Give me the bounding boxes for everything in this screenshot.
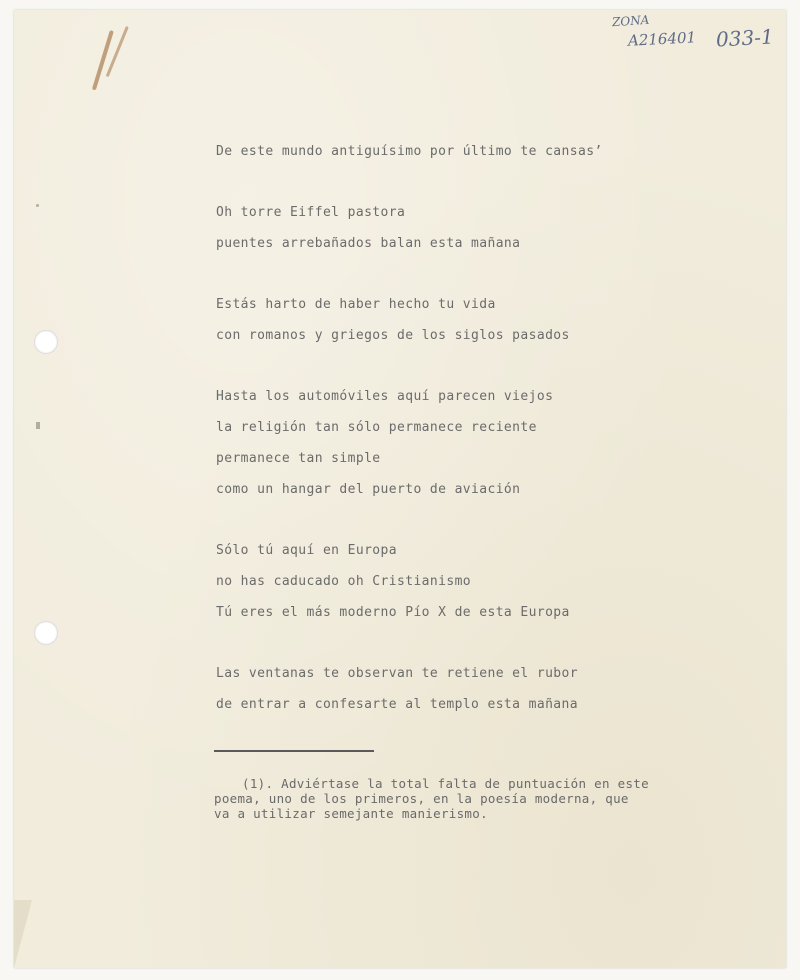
footnote-line: (1). Adviértase la total falta de puntuación en este (242, 776, 649, 791)
ink-speck (36, 422, 40, 429)
stanza (216, 535, 603, 628)
stanza (216, 289, 603, 351)
punch-hole (34, 621, 58, 645)
poem-line: no has caducado oh Cristianismo (216, 574, 472, 589)
punch-hole (34, 330, 58, 354)
archive-code: A216401 (627, 28, 697, 50)
stanza (216, 136, 603, 167)
stanza (216, 658, 603, 720)
poem-text (216, 136, 603, 720)
footnote-divider (214, 750, 374, 752)
stanza (216, 381, 603, 505)
poem-line: Las ventanas te observan te retiene el rubor (216, 666, 578, 681)
poem-line: como un hangar del puerto de aviación (216, 482, 521, 497)
footnote-line: poema, uno de los primeros, en la poesía moderna, que (214, 791, 629, 806)
ink-speck (36, 204, 39, 207)
poem-line: con romanos y griegos de los siglos pasados (216, 328, 570, 343)
poem-line: Oh torre Eiffel pastora (216, 205, 406, 220)
rust-mark (92, 30, 114, 90)
stanza (216, 197, 603, 259)
poem-line: permanece tan simple (216, 451, 381, 466)
folded-corner (14, 900, 32, 968)
poem-line: Tú eres el más moderno Pío X de esta Europa (216, 605, 570, 620)
archive-zona-label: ZONA (611, 12, 650, 30)
archive-page-number: 033-1 (715, 24, 775, 52)
footnote (214, 776, 734, 821)
poem-line: la religión tan sólo permanece reciente (216, 420, 537, 435)
poem-line: De este mundo antiguísimo por último te cansas’ (216, 144, 603, 159)
poem-line: Hasta los automóviles aquí parecen viejos (216, 389, 554, 404)
poem-line: Sólo tú aquí en Europa (216, 543, 397, 558)
poem-line: puentes arrebañados balan esta mañana (216, 236, 521, 251)
poem-line: de entrar a confesarte al templo esta mañana (216, 697, 578, 712)
footnote-line: va a utilizar semejante manierismo. (214, 806, 488, 821)
poem-line: Estás harto de haber hecho tu vida (216, 297, 496, 312)
